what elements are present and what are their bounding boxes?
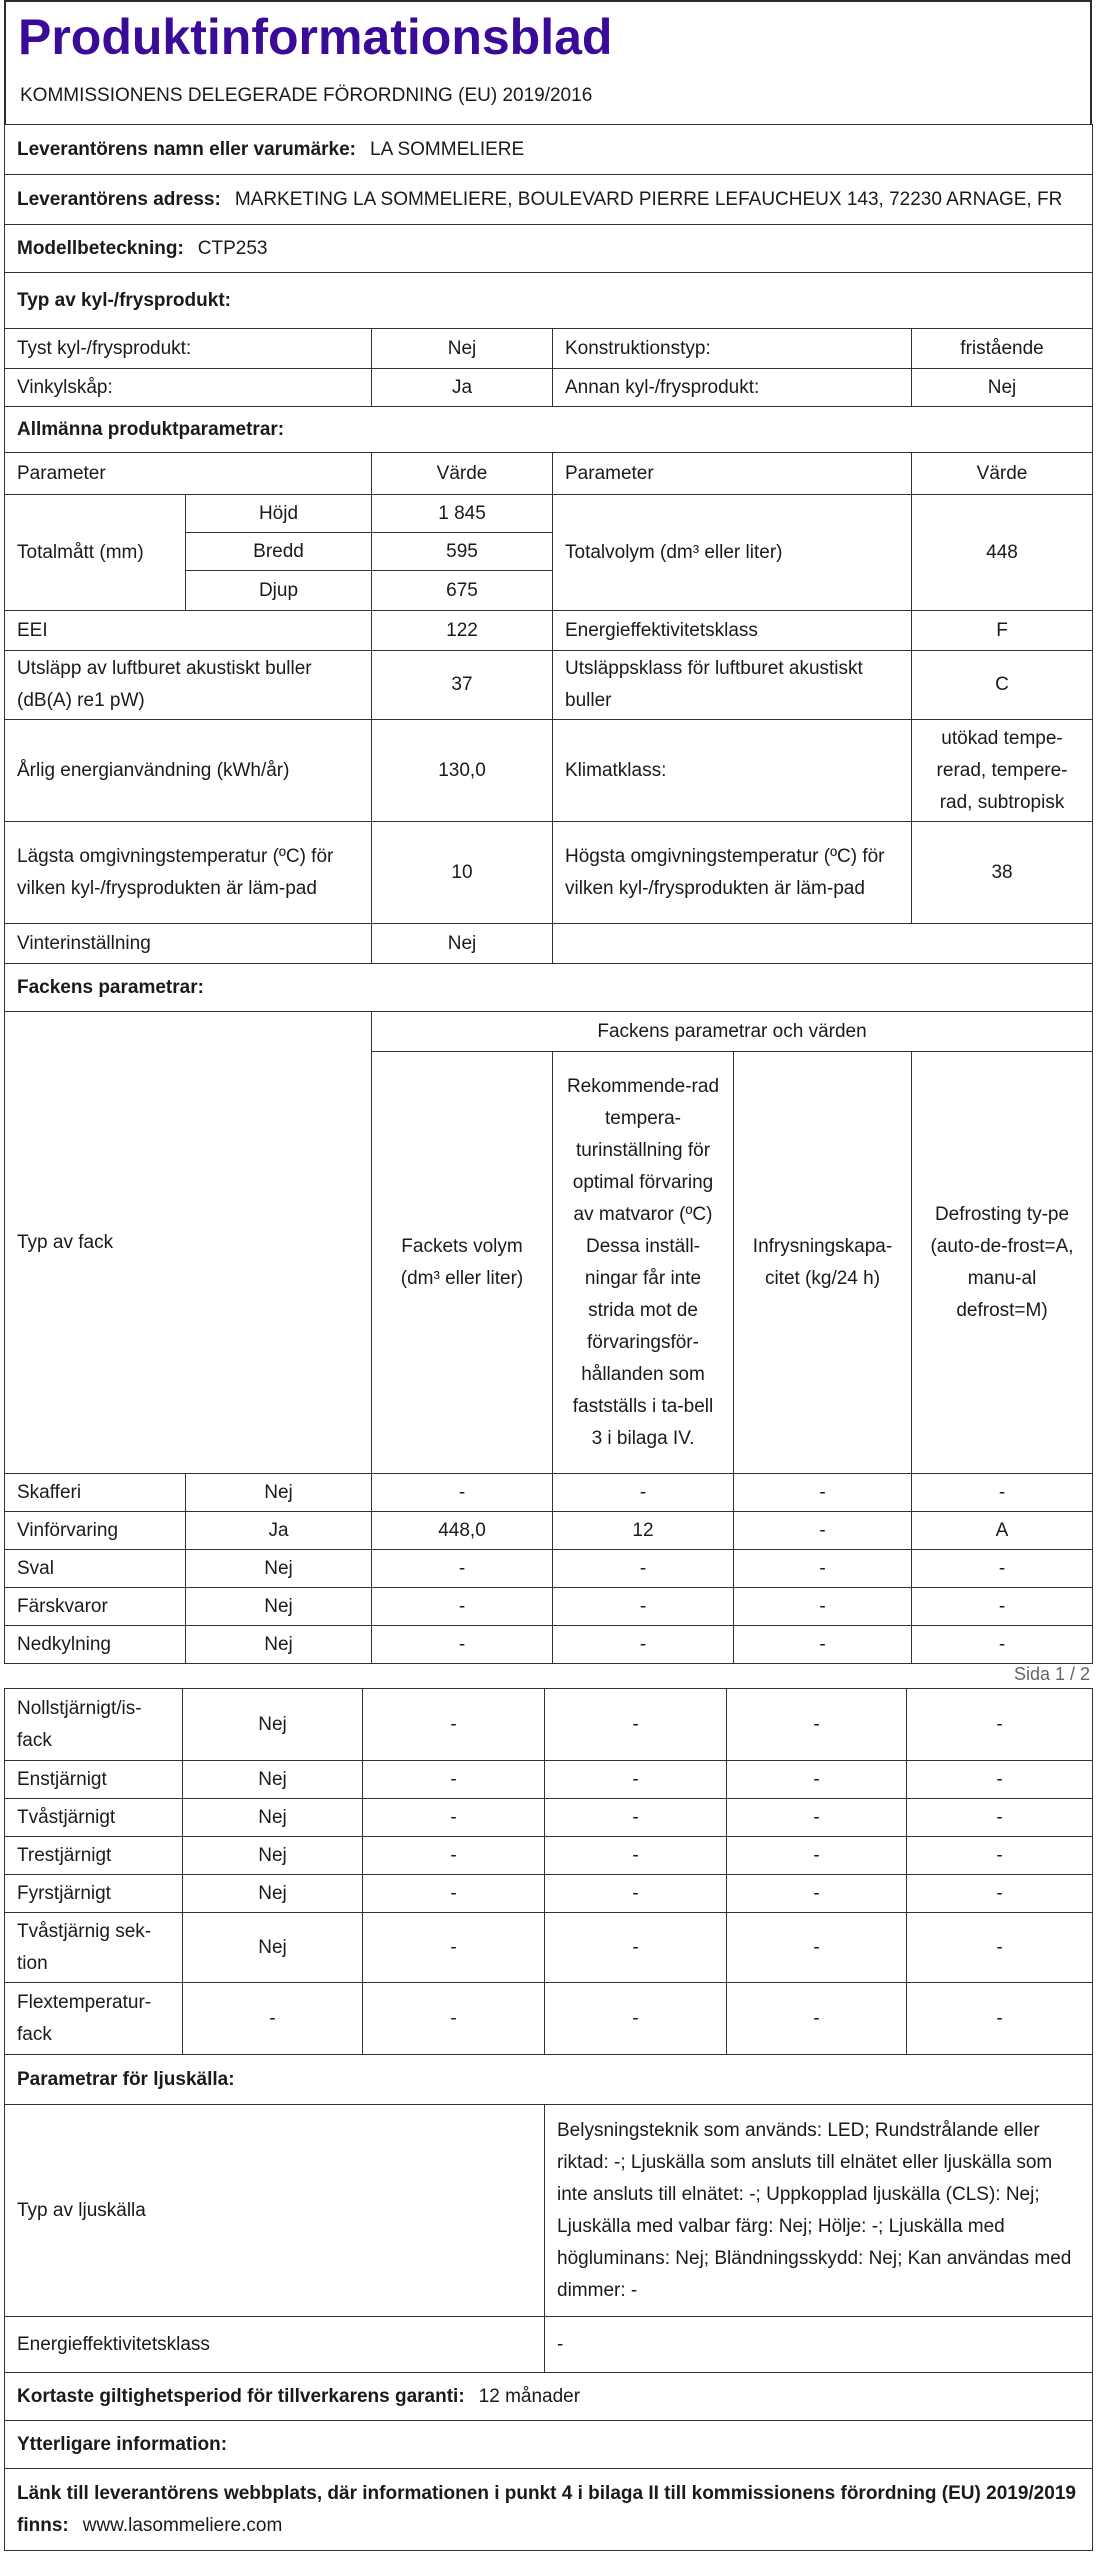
additional-info-heading: Ytterligare information: <box>5 2421 1093 2469</box>
compartment-group-header: Fackens parametrar och värden <box>372 1012 1093 1052</box>
compartment-defrost: - <box>907 1875 1093 1913</box>
other-product-value: Nej <box>912 369 1093 407</box>
supplier-link-row <box>5 2469 1093 2551</box>
volume-value: 448 <box>912 495 1093 611</box>
compartment-temp: - <box>545 1837 727 1875</box>
compartment-freeze: - <box>727 1837 907 1875</box>
compartment-present: Nej <box>183 1799 363 1837</box>
warranty-row <box>5 2373 1093 2421</box>
param-col-header: Parameter <box>5 453 372 495</box>
compartment-defrost: - <box>912 1588 1093 1626</box>
value-col-header-2: Värde <box>912 453 1093 495</box>
compartment-present: Nej <box>183 1761 363 1799</box>
compartment-volume: - <box>363 1689 545 1761</box>
compartment-present: Nej <box>186 1588 372 1626</box>
climate-class-label: Klimatklass: <box>553 720 912 822</box>
compartment-present: Nej <box>183 1913 363 1983</box>
table-row <box>5 1588 1093 1626</box>
value-col-header: Värde <box>372 453 553 495</box>
page-2 <box>4 1688 1092 2551</box>
page-1 <box>4 0 1092 1664</box>
param-col-header-2: Parameter <box>553 453 912 495</box>
table-row <box>5 1626 1093 1664</box>
height-label: Höjd <box>186 495 372 533</box>
compartment-volume-header: Fackets volym (dm³ eller liter) <box>372 1052 553 1474</box>
table-row <box>5 1474 1093 1512</box>
compartment-temp: - <box>553 1626 734 1664</box>
compartment-volume: - <box>363 1761 545 1799</box>
page-title: Produktinformationsblad <box>18 9 613 65</box>
compartment-temp: - <box>553 1588 734 1626</box>
winter-value: Nej <box>372 924 553 964</box>
compartment-present: Ja <box>186 1512 372 1550</box>
compartment-name: Tvåstjärnig sek-tion <box>5 1913 183 1983</box>
table-row <box>5 1983 1093 2055</box>
compartment-name: Nedkylning <box>5 1626 186 1664</box>
compartment-defrost: - <box>907 1983 1093 2055</box>
compartment-name: Skafferi <box>5 1474 186 1512</box>
depth-value: 675 <box>372 571 553 611</box>
supplier-address-row <box>5 175 1093 225</box>
supplier-link-value[interactable]: www.lasommeliere.com <box>82 2514 283 2536</box>
width-label: Bredd <box>186 533 372 571</box>
table-row <box>5 1837 1093 1875</box>
compartment-volume: - <box>363 1837 545 1875</box>
compartment-temp: - <box>553 1550 734 1588</box>
compartment-freeze: - <box>734 1474 912 1512</box>
compartment-volume: - <box>363 1913 545 1983</box>
annual-energy-label: Årlig energianvändning (kWh/år) <box>5 720 372 822</box>
regulation-subtitle: KOMMISSIONENS DELEGERADE FÖRORDNING (EU) 2019/2016 <box>20 85 593 106</box>
header <box>4 0 1092 124</box>
compartment-volume: 448,0 <box>372 1512 553 1550</box>
compartment-name: Enstjärnigt <box>5 1761 183 1799</box>
volume-label: Totalvolym (dm³ eller liter) <box>553 495 912 611</box>
warranty-value: 12 månader <box>478 2385 581 2407</box>
compartment-present: Nej <box>186 1474 372 1512</box>
compartment-volume: - <box>372 1588 553 1626</box>
compartment-name: Färskvaror <box>5 1588 186 1626</box>
noise-class-label: Utsläppsklass för luftburet akustiskt buller <box>553 651 912 720</box>
compartment-temp: - <box>545 1913 727 1983</box>
supplier-name-value: LA SOMMELIERE <box>370 138 525 160</box>
light-type-value: Belysningsteknik som används: LED; Rundstrålande eller riktad: -; Ljuskälla som ansluts till elnätet eller ljuskälla som inte ansluts till elnätet: -; Uppkopplad ljuskälla (CLS): Nej; Ljuskälla med valbar färg: Nej; Hölje: -; Ljuskälla med högluminans: Nej; Bländningsskydd: Nej; Kan användas med dimmer: - <box>545 2105 1093 2317</box>
depth-label: Djup <box>186 571 372 611</box>
light-energy-class-label: Energieffektivitetsklass <box>5 2317 545 2373</box>
compartment-temp: - <box>545 1799 727 1837</box>
compartment-freeze: - <box>727 1913 907 1983</box>
compartment-present: - <box>183 1983 363 2055</box>
compartment-volume: - <box>363 1983 545 2055</box>
compartment-defrost: - <box>907 1761 1093 1799</box>
dimensions-label: Totalmått (mm) <box>5 495 186 611</box>
compartment-name: Sval <box>5 1550 186 1588</box>
compartment-defrost: - <box>907 1913 1093 1983</box>
table-row <box>5 1550 1093 1588</box>
other-product-label: Annan kyl-/frysprodukt: <box>553 369 912 407</box>
compartment-volume: - <box>372 1626 553 1664</box>
min-temp-value: 10 <box>372 822 553 924</box>
table-row <box>5 1689 1093 1761</box>
height-value: 1 845 <box>372 495 553 533</box>
compartment-name: Flextemperatur-fack <box>5 1983 183 2055</box>
compartment-name: Trestjärnigt <box>5 1837 183 1875</box>
table-row <box>5 1913 1093 1983</box>
compartment-defrost: - <box>912 1550 1093 1588</box>
compartment-volume: - <box>372 1550 553 1588</box>
compartment-defrost-header: Defrosting ty-pe (auto-de-frost=A, manu-al defrost=M) <box>912 1052 1093 1474</box>
compartment-freeze: - <box>734 1626 912 1664</box>
quiet-value: Nej <box>372 329 553 369</box>
compartment-freeze: - <box>727 1689 907 1761</box>
construction-label: Konstruktionstyp: <box>553 329 912 369</box>
compartment-type-label: Typ av fack <box>5 1012 372 1474</box>
supplier-link-label: Länk till leverantörens webbplats, där informationen i punkt 4 i bilaga II till kommissionens förordning (EU) 2019/2019 finns: <box>17 2482 1076 2536</box>
compartment-defrost: - <box>907 1689 1093 1761</box>
compartment-present: Nej <box>186 1550 372 1588</box>
product-type-heading: Typ av kyl-/frysprodukt: <box>5 273 1093 329</box>
compartment-defrost: - <box>912 1626 1093 1664</box>
construction-value: fristående <box>912 329 1093 369</box>
model-row <box>5 225 1093 273</box>
compartment-present: Nej <box>183 1875 363 1913</box>
supplier-name-label: Leverantörens namn eller varumärke: <box>17 138 356 160</box>
model-label: Modellbeteckning: <box>17 237 184 259</box>
compartment-name: Fyrstjärnigt <box>5 1875 183 1913</box>
wine-cabinet-value: Ja <box>372 369 553 407</box>
general-heading: Allmänna produktparametrar: <box>5 407 1093 453</box>
supplier-name-row <box>5 125 1093 175</box>
compartment-temp: - <box>545 1689 727 1761</box>
climate-class-value: utökad tempe-rerad, tempere-rad, subtropisk <box>912 720 1093 822</box>
width-value: 595 <box>372 533 553 571</box>
light-type-label: Typ av ljuskälla <box>5 2105 545 2317</box>
info-table-page-1 <box>4 124 1093 1664</box>
empty-cell <box>553 924 1093 964</box>
supplier-address-value: MARKETING LA SOMMELIERE, BOULEVARD PIERRE LEFAUCHEUX 143, 72230 ARNAGE, FR <box>234 188 1063 210</box>
compartment-present: Nej <box>186 1626 372 1664</box>
warranty-label: Kortaste giltighetsperiod för tillverkarens garanti: <box>17 2385 465 2407</box>
compartment-temp: 12 <box>553 1512 734 1550</box>
compartment-defrost: - <box>907 1837 1093 1875</box>
max-temp-label: Högsta omgivningstemperatur (ºC) för vilken kyl-/frysprodukten är läm-pad <box>553 822 912 924</box>
compartment-temp: - <box>553 1474 734 1512</box>
quiet-label: Tyst kyl-/frysprodukt: <box>5 329 372 369</box>
compartments-heading: Fackens parametrar: <box>5 964 1093 1012</box>
info-table-page-2 <box>4 1688 1093 2551</box>
supplier-address-label: Leverantörens adress: <box>17 188 221 210</box>
min-temp-label: Lägsta omgivningstemperatur (ºC) för vilken kyl-/frysprodukten är läm-pad <box>5 822 372 924</box>
compartment-defrost: - <box>912 1474 1093 1512</box>
compartment-volume: - <box>363 1799 545 1837</box>
compartment-freeze: - <box>734 1550 912 1588</box>
annual-energy-value: 130,0 <box>372 720 553 822</box>
compartment-temp: - <box>545 1761 727 1799</box>
energy-class-value: F <box>912 611 1093 651</box>
compartment-freeze: - <box>727 1983 907 2055</box>
table-row <box>5 1761 1093 1799</box>
compartment-temp: - <box>545 1983 727 2055</box>
compartment-defrost: - <box>907 1799 1093 1837</box>
compartment-temp: - <box>545 1875 727 1913</box>
compartment-freeze: - <box>734 1512 912 1550</box>
compartment-present: Nej <box>183 1689 363 1761</box>
wine-cabinet-label: Vinkylskåp: <box>5 369 372 407</box>
compartment-defrost: A <box>912 1512 1093 1550</box>
compartment-name: Nollstjärnigt/is-fack <box>5 1689 183 1761</box>
compartment-freeze: - <box>727 1761 907 1799</box>
noise-value: 37 <box>372 651 553 720</box>
compartment-freeze: - <box>727 1799 907 1837</box>
energy-class-label: Energieffektivitetsklass <box>553 611 912 651</box>
eei-label: EEI <box>5 611 372 651</box>
compartment-freeze-header: Infrysningskapa-citet (kg/24 h) <box>734 1052 912 1474</box>
compartment-freeze: - <box>734 1588 912 1626</box>
table-row <box>5 1799 1093 1837</box>
noise-class-value: C <box>912 651 1093 720</box>
compartment-volume: - <box>372 1474 553 1512</box>
compartment-temp-header: Rekommende-rad tempera-turinställning för optimal förvaring av matvaror (ºC) Dessa inställ-ningar får inte strida mot de förvaringsför-hållanden som fastställs i ta-bell 3 i bilaga IV. <box>553 1052 734 1474</box>
table-row <box>5 1875 1093 1913</box>
model-value: CTP253 <box>197 237 268 259</box>
light-energy-class-value: - <box>545 2317 1093 2373</box>
compartment-name: Vinförvaring <box>5 1512 186 1550</box>
table-row <box>5 1512 1093 1550</box>
winter-label: Vinterinställning <box>5 924 372 964</box>
eei-value: 122 <box>372 611 553 651</box>
compartment-present: Nej <box>183 1837 363 1875</box>
compartment-name: Tvåstjärnigt <box>5 1799 183 1837</box>
page-number: Sida 1 / 2 <box>1013 1664 1090 1684</box>
light-source-heading: Parametrar för ljuskälla: <box>5 2055 1093 2105</box>
compartment-freeze: - <box>727 1875 907 1913</box>
max-temp-value: 38 <box>912 822 1093 924</box>
noise-label: Utsläpp av luftburet akustiskt buller (dB(A) re1 pW) <box>5 651 372 720</box>
compartment-volume: - <box>363 1875 545 1913</box>
